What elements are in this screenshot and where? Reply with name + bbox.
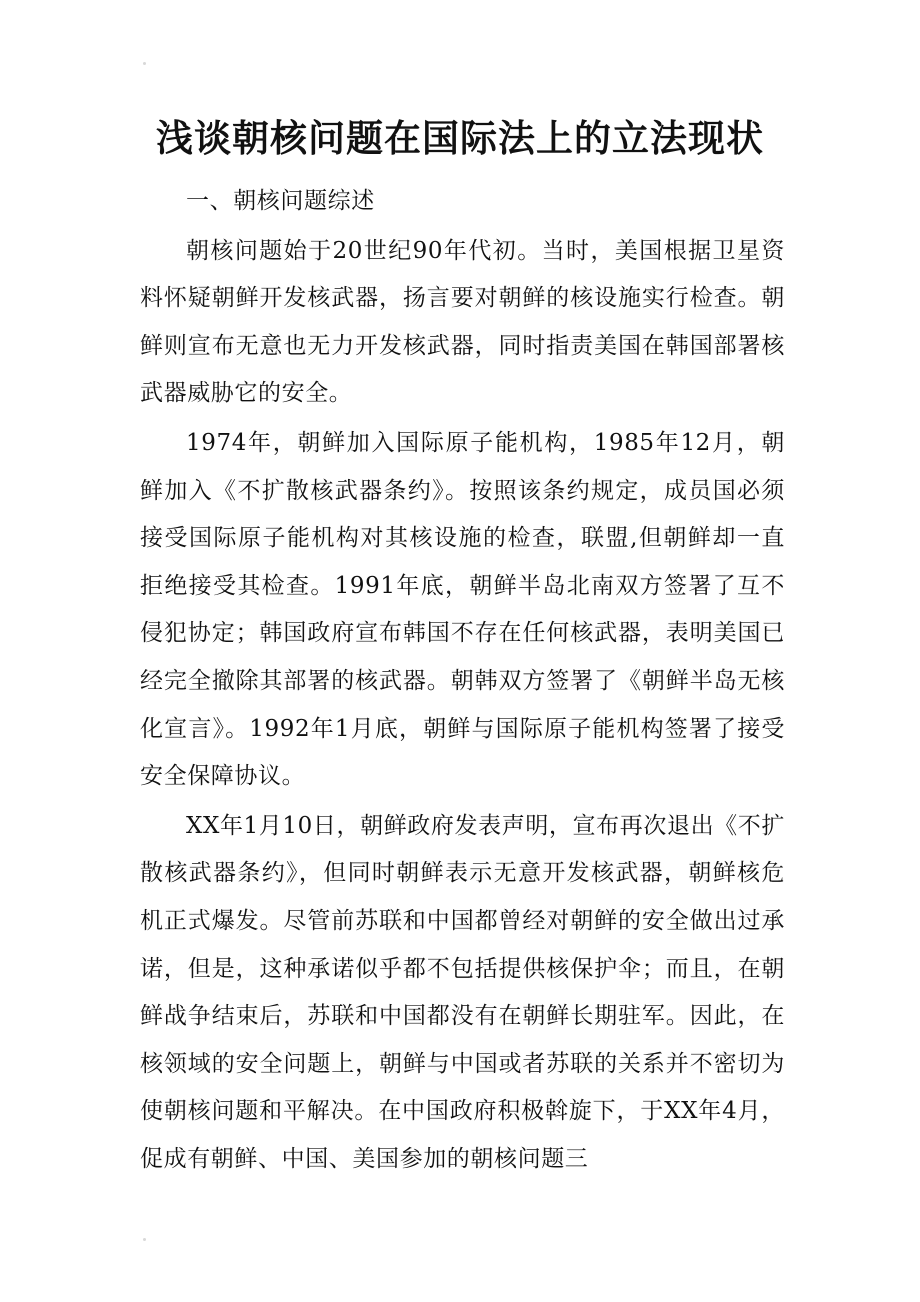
document-title: 浅谈朝核问题在国际法上的立法现状 <box>156 116 764 160</box>
document-body <box>140 178 785 1185</box>
paragraph: 朝核问题始于20世纪90年代初。当时，美国根据卫星资料怀疑朝鲜开发核武器，扬言要对朝鲜的核设施实行检查。朝鲜则宣布无意也无力开发核武器，同时指责美国在韩国部署核武器威胁它的安全。 <box>140 237 785 407</box>
scan-mark <box>143 62 146 65</box>
paragraph: XX年1月10日，朝鲜政府发表声明，宣布再次退出《不扩散核武器条约》，但同时朝鲜表示无意开发核武器，朝鲜核危机正式爆发。尽管前苏联和中国都曾经对朝鲜的安全做出过承诺，但是，这种承诺似乎都不包括提供核保护伞；而且，在朝鲜战争结束后，苏联和中国都没有在朝鲜长期驻军。因此，在核领域的安全问题上，朝鲜与中国或者苏联的关系并不密切为使朝核问题和平解决。在中国政府积极斡旋下，于XX年4月，促成有朝鲜、中国、美国参加的朝核问题三 <box>140 812 785 1172</box>
paragraph: 1974年，朝鲜加入国际原子能机构，1985年12月，朝鲜加入《不扩散核武器条约》。按照该条约规定，成员国必须接受国际原子能机构对其核设施的检查，联盟,但朝鲜却一直拒绝接受其检查。1991年底，朝鲜半岛北南双方签署了互不侵犯协定；韩国政府宣布韩国不存在任何核武器，表明美国已经完全撤除其部署的核武器。朝韩双方签署了《朝鲜半岛无核化宣言》。1992年1月底，朝鲜与国际原子能机构签署了接受安全保障协议。 <box>140 429 785 790</box>
section-heading: 一、朝核问题综述 <box>186 188 375 214</box>
scan-mark <box>143 1238 146 1241</box>
